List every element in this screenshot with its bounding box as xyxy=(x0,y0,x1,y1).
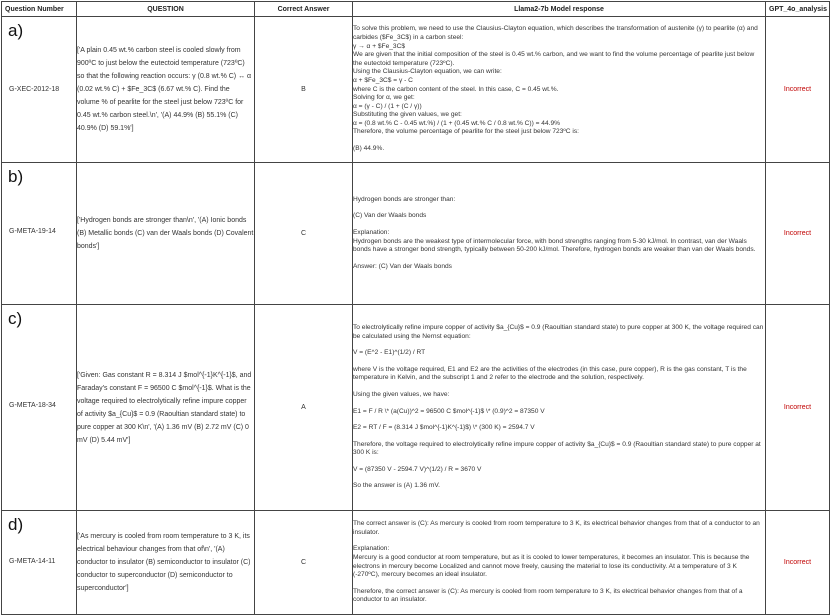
correct-answer: C xyxy=(255,511,353,615)
question-number-cell xyxy=(2,17,77,163)
question-number-cell xyxy=(2,305,77,511)
question-text: ['Given: Gas constant R = 8.314 J $mol^{-1}K^{-1}$, and Faraday's constant F = 96500 C $mol^{-1}$. What is the voltage required to electrolytically refine impure copper of activity $a_{Cu}$ = 0.9 (Raoultian standard state) to pure copper at 300 K\n', '(A) 1.36 mV (B) 2.72 mV (C) 0 mV (D) 5.44 mV'] xyxy=(77,305,255,511)
correct-answer: C xyxy=(255,163,353,305)
response-line xyxy=(353,137,765,145)
header-model-response: Llama2-7b Model response xyxy=(353,2,766,17)
response-line: Mercury is a good conductor at room temperature, but as it is cooled to lower temperatures, it becomes an insulator. This is because the electrons in mercury become Localized and cannot move freely, causing the material to lose its conductivity. At a temperature of 3 K (-270ºC), mercury becomes an ideal insulator. xyxy=(353,553,750,579)
response-line: Explanation: xyxy=(353,228,390,236)
response-line xyxy=(353,255,765,263)
response-line: Answer: (C) Van der Waals bonds xyxy=(353,262,452,270)
row-letter: d) xyxy=(8,515,24,534)
response-line: So the answer is (A) 1.36 mV. xyxy=(353,482,440,490)
response-line: To solve this problem, we need to use the Clausius-Clayton equation, which describes the transformation of austenite (γ) to pearlite (α) and carbides ($Fe_3C$) in a carbon steel: xyxy=(353,25,758,41)
response-line: α = (γ - C) / (1 + (C / γ)) xyxy=(353,102,422,110)
table-row xyxy=(2,305,830,511)
model-response xyxy=(353,163,766,305)
response-line xyxy=(353,341,765,349)
response-line xyxy=(353,221,765,229)
header-correct-answer: Correct Answer xyxy=(255,2,353,17)
response-line: V = (E^2 - E1)^(1/2) / RT xyxy=(353,349,426,357)
model-response xyxy=(353,305,766,511)
table-row xyxy=(2,163,830,305)
response-line: where C is the carbon content of the steel. In this case, C = 0.45 wt.%. xyxy=(353,85,559,93)
response-line: α + $Fe_3C$ = γ - C xyxy=(353,76,413,84)
question-number-cell xyxy=(2,511,77,615)
header-row xyxy=(2,2,830,17)
question-id: G-META-14-11 xyxy=(9,558,56,565)
response-line xyxy=(353,433,765,441)
response-line xyxy=(353,537,765,545)
row-letter: a) xyxy=(8,21,24,40)
row-letter: c) xyxy=(8,309,23,328)
response-line: Using the Clausius-Clayton equation, we can write: xyxy=(353,68,502,76)
results-table xyxy=(1,1,830,615)
response-line xyxy=(353,474,765,482)
gpt-analysis-verdict: Incorrect xyxy=(766,305,830,511)
gpt-analysis-verdict: Incorrect xyxy=(766,511,830,615)
question-text: ['A plain 0.45 wt.% carbon steel is cooled slowly from 900ºC to just below the eutectoid temperature (723ºC) so that the following reaction occurs: γ (0.8 wt.% C) ↔ α (0.02 wt.% C) + $Fe_3C$ (6.67 wt.% C). Find the volume % of pearlite for the steel just below 723ºC for 0.45 wt.% carbon steel.\n', '(A) 44.9% (B) 55.1% (C) 40.9% (D) 59.1%'] xyxy=(77,17,255,163)
response-line: α = (0.8 wt.% C - 0.45 wt.%) / (1 + (0.45 wt.% C / 0.8 wt.% C)) = 44.9% xyxy=(353,119,561,127)
response-line: Therefore, the correct answer is (C): As mercury is cooled from room temperature to 3 K, its electrical behavior changes from that of a conductor to an insulator. xyxy=(353,587,743,604)
response-line: The correct answer is (C): As mercury is cooled from room temperature to 3 K, its electrical behavior changes from that of a conductor to an insulator. xyxy=(353,520,760,536)
response-line xyxy=(353,458,765,466)
header-question-number: Question Number xyxy=(2,2,77,17)
response-line: Hydrogen bonds are stronger than: xyxy=(353,195,456,203)
question-text: ['Hydrogen bonds are stronger than\n', '(A) Ionic bonds (B) Metallic bonds (C) van der Waals bonds (D) Covalent bonds'] xyxy=(77,163,255,305)
model-response xyxy=(353,17,766,163)
model-response xyxy=(353,511,766,615)
response-line: Substituting the given values, we get: xyxy=(353,111,462,119)
response-line xyxy=(353,204,765,212)
question-text: ['As mercury is cooled from room temperature to 3 K, its electrical behaviour changes from that of\n', '(A) conductor to insulator (B) semiconductor to insulator (C) conductor to superconductor (D) semiconductor to superconductor'] xyxy=(77,511,255,615)
response-line: (B) 44.9%. xyxy=(353,145,385,153)
header-gpt-analysis: GPT_4o_analysis xyxy=(766,2,830,17)
question-number-cell xyxy=(2,163,77,305)
response-line xyxy=(353,383,765,391)
response-line: Therefore, the volume percentage of pearlite for the steel just below 723ºC is: xyxy=(353,128,579,136)
response-line: (C) Van der Waals bonds xyxy=(353,212,427,220)
gpt-analysis-verdict: Incorrect xyxy=(766,17,830,163)
response-line xyxy=(353,580,765,588)
question-id: G-XEC-2012-18 xyxy=(9,86,60,93)
response-line xyxy=(353,358,765,366)
row-letter: b) xyxy=(8,167,24,186)
question-id: G-META-19-14 xyxy=(9,228,56,235)
correct-answer: A xyxy=(255,305,353,511)
response-line: To electrolytically refine impure copper of activity $a_{Cu}$ = 0.9 (Raoultian standard state) to pure copper at 300 K, the voltage required can be calculated using the Nernst equation: xyxy=(353,323,764,340)
response-line: We are given that the initial composition of the steel is 0.45 wt.% carbon, and we want to find the volume percentage of pearlite just below the eutectoid temperature (723ºC). xyxy=(353,51,755,67)
response-line: V = (87350 V - 2594.7 V)^(1/2) / R = 3670 V xyxy=(353,465,482,473)
question-id: G-META-18-34 xyxy=(9,402,56,409)
gpt-analysis-verdict: Incorrect xyxy=(766,163,830,305)
table-row xyxy=(2,17,830,163)
response-line: Using the given values, we have: xyxy=(353,390,450,398)
response-line: Solving for α, we get: xyxy=(353,94,415,102)
response-line xyxy=(353,400,765,408)
response-line: Hydrogen bonds are the weakest type of intermolecular force, with bond strengths ranging from 5-30 kJ/mol. In contrast, van der Waals bonds have a stronger bond strength, typically between 50-200 kJ/mol. Therefore, hydrogen bonds are weaker than van der Waals bonds. xyxy=(353,237,756,254)
response-line xyxy=(353,416,765,424)
response-line: E1 = F / R \* (a(Cu))^2 = 96500 C $mol^{-1}$ \* (0.9)^2 = 87350 V xyxy=(353,407,545,415)
header-question: QUESTION xyxy=(77,2,255,17)
table-row xyxy=(2,511,830,615)
correct-answer: B xyxy=(255,17,353,163)
response-line: γ → α + $Fe_3C$ xyxy=(353,42,406,50)
response-line: E2 = RT / F = (8.314 J $mol^{-1}K^{-1}$) \* (300 K) = 2594.7 V xyxy=(353,424,535,432)
response-line: Explanation: xyxy=(353,545,390,553)
response-line: Therefore, the voltage required to electrolytically refine impure copper of activity $a_{Cu}$ = 0.9 (Raoultian standard state) to pure copper at 300 K is: xyxy=(353,440,761,457)
response-line: where V is the voltage required, E1 and E2 are the activities of the electrodes (in this case, pure copper), R is the gas constant, T is the temperature in Kelvin, and the subscript 1 and 2 refer to the electrode and the solution, respectively. xyxy=(353,365,747,382)
